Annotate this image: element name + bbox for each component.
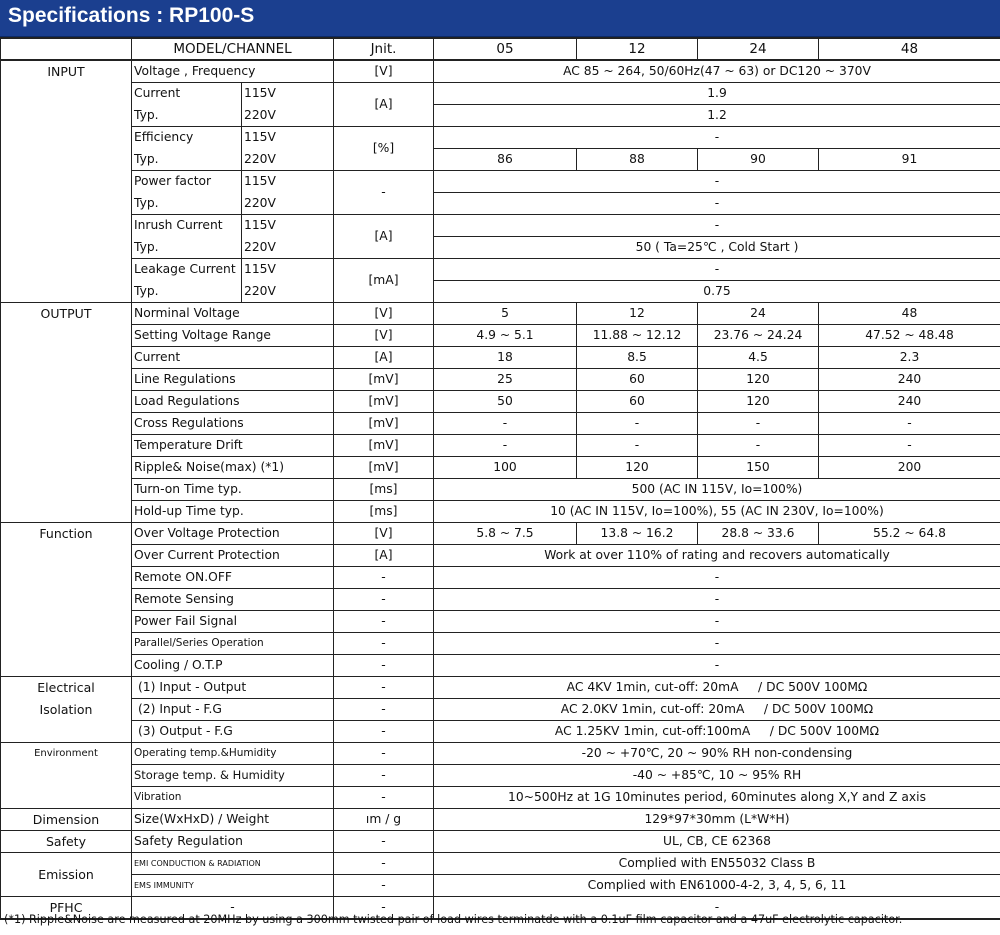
row-subcond: 115V (242, 127, 334, 149)
row-unit: - (334, 721, 434, 743)
page-title: Specifications : RP100-S (8, 4, 255, 27)
cell-24: 23.76 ~ 24.24 (698, 325, 819, 347)
row-subcond: 220V (242, 105, 334, 127)
table-row (1, 809, 1000, 831)
row-label: Size(WxHxD) / Weight (132, 809, 334, 831)
table-row (1, 831, 1000, 853)
row-label: Power factor (132, 171, 242, 193)
row-unit: - (334, 611, 434, 633)
row-unit: - (334, 633, 434, 655)
row-label: Vibration (132, 787, 334, 809)
cell-12: 11.88 ~ 12.12 (577, 325, 698, 347)
row-value: - (434, 127, 1000, 149)
cell-05: - (434, 435, 577, 457)
cell-12: 60 (577, 391, 698, 413)
table-row (1, 435, 1000, 457)
row-value: - (434, 633, 1000, 655)
row-unit: [ms] (334, 501, 434, 523)
cell-48: 200 (819, 457, 1000, 479)
row-unit: [A] (334, 545, 434, 567)
group-dimension: Dimension (1, 809, 132, 831)
isolation-dc: / DC 500V 100MΩ (763, 702, 874, 716)
table-row (1, 193, 1000, 215)
row-value: - (434, 193, 1000, 215)
channel-24-header: 24 (698, 38, 819, 60)
row-label: Over Voltage Protection (132, 523, 334, 545)
row-label: Voltage , Frequency (132, 60, 334, 83)
row-unit: - (334, 765, 434, 787)
row-value: AC 85 ~ 264, 50/60Hz(47 ~ 63) or DC120 ~ 370V (434, 60, 1000, 83)
group-safety: Safety (1, 831, 132, 853)
isolation-ac: AC 4KV 1min, cut-off: 20mA (566, 680, 739, 694)
row-subcond: 220V (242, 149, 334, 171)
isolation-dc: / DC 500V 100MΩ (769, 724, 880, 738)
cell-05: 50 (434, 391, 577, 413)
table-row (1, 83, 1000, 105)
row-unit: [A] (334, 215, 434, 259)
row-value: 129*97*30mm (L*W*H) (434, 809, 1000, 831)
row-label: EMI CONDUCTION & RADIATION (132, 853, 334, 875)
row-value: 10~500Hz at 1G 10minutes period, 60minutes along X,Y and Z axis (434, 787, 1000, 809)
table-row (1, 391, 1000, 413)
table-row (1, 655, 1000, 677)
header-row (1, 38, 1000, 60)
row-label: Norminal Voltage (132, 303, 334, 325)
table-row (1, 105, 1000, 127)
row-label: Storage temp. & Humidity (132, 765, 334, 787)
row-label: Power Fail Signal (132, 611, 334, 633)
row-value: - (434, 655, 1000, 677)
row-subcond: 115V (242, 171, 334, 193)
model-channel-header: MODEL/CHANNEL (132, 38, 334, 60)
row-value: 50 ( Ta=25℃ , Cold Start ) (434, 237, 1000, 259)
row-value (434, 677, 1000, 699)
row-value: Work at over 110% of rating and recovers automatically (434, 545, 1000, 567)
group-emission: Emission (1, 853, 132, 897)
row-label: EMS IMMUNITY (132, 875, 334, 897)
cell-12: - (577, 413, 698, 435)
row-label: Remote Sensing (132, 589, 334, 611)
table-row (1, 743, 1000, 765)
group-input: INPUT (1, 60, 132, 303)
table-row (1, 853, 1000, 875)
table-row (1, 413, 1000, 435)
table-row (1, 721, 1000, 743)
table-row (1, 611, 1000, 633)
row-label: Typ. (132, 105, 242, 127)
table-row (1, 875, 1000, 897)
row-label: Temperature Drift (132, 435, 334, 457)
group-isolation-line2: Isolation (39, 702, 93, 717)
cell-24: 28.8 ~ 33.6 (698, 523, 819, 545)
row-label: Ripple& Noise(max) (*1) (132, 457, 334, 479)
table-row (1, 347, 1000, 369)
row-label: Setting Voltage Range (132, 325, 334, 347)
table-row (1, 149, 1000, 171)
table-row (1, 457, 1000, 479)
row-value: -20 ~ +70℃, 20 ~ 90% RH non-condensing (434, 743, 1000, 765)
row-unit: [mV] (334, 391, 434, 413)
group-pfhc: PFHC (1, 897, 132, 920)
row-label: Efficiency (132, 127, 242, 149)
table-row (1, 501, 1000, 523)
cell-24: 90 (698, 149, 819, 171)
row-label: Inrush Current (132, 215, 242, 237)
cell-48: - (819, 435, 1000, 457)
table-row (1, 325, 1000, 347)
cell-24: 4.5 (698, 347, 819, 369)
channel-05-header: 05 (434, 38, 577, 60)
title-bar (0, 0, 1000, 37)
row-value: 500 (AC IN 115V, Io=100%) (434, 479, 1000, 501)
row-unit: [mV] (334, 413, 434, 435)
table-row (1, 787, 1000, 809)
row-label: Typ. (132, 193, 242, 215)
group-isolation (1, 677, 132, 743)
table-row (1, 171, 1000, 193)
row-unit: [V] (334, 523, 434, 545)
cell-24: 150 (698, 457, 819, 479)
row-value: Complied with EN55032 Class B (434, 853, 1000, 875)
row-label: Cooling / O.T.P (132, 655, 334, 677)
cell-48: 91 (819, 149, 1000, 171)
row-unit: - (334, 787, 434, 809)
cell-48: 240 (819, 391, 1000, 413)
row-unit: - (334, 743, 434, 765)
table-row (1, 60, 1000, 83)
channel-48-header: 48 (819, 38, 1000, 60)
row-label: (1) Input - Output (132, 677, 334, 699)
row-subcond: 115V (242, 215, 334, 237)
row-value: 1.2 (434, 105, 1000, 127)
cell-48: 48 (819, 303, 1000, 325)
table-row (1, 479, 1000, 501)
row-value: UL, CB, CE 62368 (434, 831, 1000, 853)
cell-05: 86 (434, 149, 577, 171)
row-unit: [%] (334, 127, 434, 171)
row-unit: [V] (334, 303, 434, 325)
cell-12: 8.5 (577, 347, 698, 369)
isolation-ac: AC 2.0KV 1min, cut-off: 20mA (560, 702, 745, 716)
row-value (434, 721, 1000, 743)
row-label: Typ. (132, 149, 242, 171)
table-row (1, 765, 1000, 787)
table-row (1, 215, 1000, 237)
group-environment: Environment (1, 743, 132, 809)
row-unit: - (334, 567, 434, 589)
table-row (1, 369, 1000, 391)
row-unit: [V] (334, 325, 434, 347)
row-subcond: 115V (242, 83, 334, 105)
group-function: Function (1, 523, 132, 677)
row-value: - (434, 171, 1000, 193)
cell-12: 88 (577, 149, 698, 171)
row-value: - (434, 215, 1000, 237)
row-unit: [V] (334, 60, 434, 83)
row-label: Line Regulations (132, 369, 334, 391)
isolation-dc: / DC 500V 100MΩ (758, 680, 868, 694)
table-row (1, 281, 1000, 303)
row-unit: - (334, 897, 434, 920)
row-label: Operating temp.&Humidity (132, 743, 334, 765)
table-row (1, 303, 1000, 325)
table-row (1, 127, 1000, 149)
cell-48: 47.52 ~ 48.48 (819, 325, 1000, 347)
cell-24: - (698, 413, 819, 435)
row-unit: - (334, 875, 434, 897)
row-label: Current (132, 83, 242, 105)
row-unit: ım / g (334, 809, 434, 831)
row-label: Safety Regulation (132, 831, 334, 853)
row-unit: - (334, 677, 434, 699)
cell-12: 60 (577, 369, 698, 391)
row-label: (3) Output - F.G (132, 721, 334, 743)
row-value (434, 699, 1000, 721)
row-label: Load Regulations (132, 391, 334, 413)
cell-48: - (819, 413, 1000, 435)
row-label: Parallel/Series Operation (132, 633, 334, 655)
row-unit: [mV] (334, 457, 434, 479)
cell-48: 55.2 ~ 64.8 (819, 523, 1000, 545)
cell-05: 5.8 ~ 7.5 (434, 523, 577, 545)
row-unit: - (334, 655, 434, 677)
table-row (1, 259, 1000, 281)
cell-24: 24 (698, 303, 819, 325)
row-label: Hold-up Time typ. (132, 501, 334, 523)
table-row (1, 677, 1000, 699)
cell-24: 120 (698, 369, 819, 391)
row-value: Complied with EN61000-4-2, 3, 4, 5, 6, 11 (434, 875, 1000, 897)
row-unit: [A] (334, 83, 434, 127)
group-isolation-line1: Electrical (37, 680, 95, 695)
cell-12: 120 (577, 457, 698, 479)
cell-05: 18 (434, 347, 577, 369)
row-label: Turn-on Time typ. (132, 479, 334, 501)
row-unit: - (334, 831, 434, 853)
row-value: 1.9 (434, 83, 1000, 105)
row-unit: - (334, 853, 434, 875)
row-subcond: 220V (242, 237, 334, 259)
row-value: - (434, 897, 1000, 920)
spec-table (0, 37, 1000, 920)
row-label: Cross Regulations (132, 413, 334, 435)
row-value: - (434, 567, 1000, 589)
row-label: Leakage Current (132, 259, 242, 281)
table-row (1, 589, 1000, 611)
row-subcond: 220V (242, 281, 334, 303)
cell-24: - (698, 435, 819, 457)
isolation-ac: AC 1.25KV 1min, cut-off:100mA (554, 724, 751, 738)
cell-05: - (434, 413, 577, 435)
table-row (1, 545, 1000, 567)
row-label: Current (132, 347, 334, 369)
row-subcond: 115V (242, 259, 334, 281)
cell-12: 13.8 ~ 16.2 (577, 523, 698, 545)
unit-header: Jnit. (334, 38, 434, 60)
cell-12: 12 (577, 303, 698, 325)
row-subcond: 220V (242, 193, 334, 215)
row-label: Over Current Protection (132, 545, 334, 567)
row-value: -40 ~ +85℃, 10 ~ 95% RH (434, 765, 1000, 787)
row-unit: - (334, 699, 434, 721)
row-unit: [mV] (334, 435, 434, 457)
row-value: - (434, 611, 1000, 633)
channel-12-header: 12 (577, 38, 698, 60)
cell-12: - (577, 435, 698, 457)
table-row (1, 237, 1000, 259)
cell-05: 5 (434, 303, 577, 325)
cell-05: 4.9 ~ 5.1 (434, 325, 577, 347)
row-unit: [mA] (334, 259, 434, 303)
row-unit: [ms] (334, 479, 434, 501)
table-row (1, 567, 1000, 589)
cell-05: 100 (434, 457, 577, 479)
row-unit: [A] (334, 347, 434, 369)
row-label: - (132, 897, 334, 920)
row-unit: - (334, 589, 434, 611)
row-label: Remote ON.OFF (132, 567, 334, 589)
row-label: Typ. (132, 237, 242, 259)
row-label: Typ. (132, 281, 242, 303)
row-unit: - (334, 171, 434, 215)
row-value: - (434, 589, 1000, 611)
cell-05: 25 (434, 369, 577, 391)
cell-48: 2.3 (819, 347, 1000, 369)
row-label: (2) Input - F.G (132, 699, 334, 721)
row-unit: [mV] (334, 369, 434, 391)
row-value: - (434, 259, 1000, 281)
cell-48: 240 (819, 369, 1000, 391)
table-row (1, 523, 1000, 545)
table-row (1, 633, 1000, 655)
footnote: (*1) Ripple&Noise are measured at 20MHz by using a 300mm twisted pair of load wires terminatde with a 0.1uF film capacitor and a 47uF electrolytic capacitor. (4, 913, 903, 926)
row-value: 10 (AC IN 115V, Io=100%), 55 (AC IN 230V, Io=100%) (434, 501, 1000, 523)
table-row (1, 699, 1000, 721)
cell-24: 120 (698, 391, 819, 413)
group-output: OUTPUT (1, 303, 132, 523)
row-value: 0.75 (434, 281, 1000, 303)
